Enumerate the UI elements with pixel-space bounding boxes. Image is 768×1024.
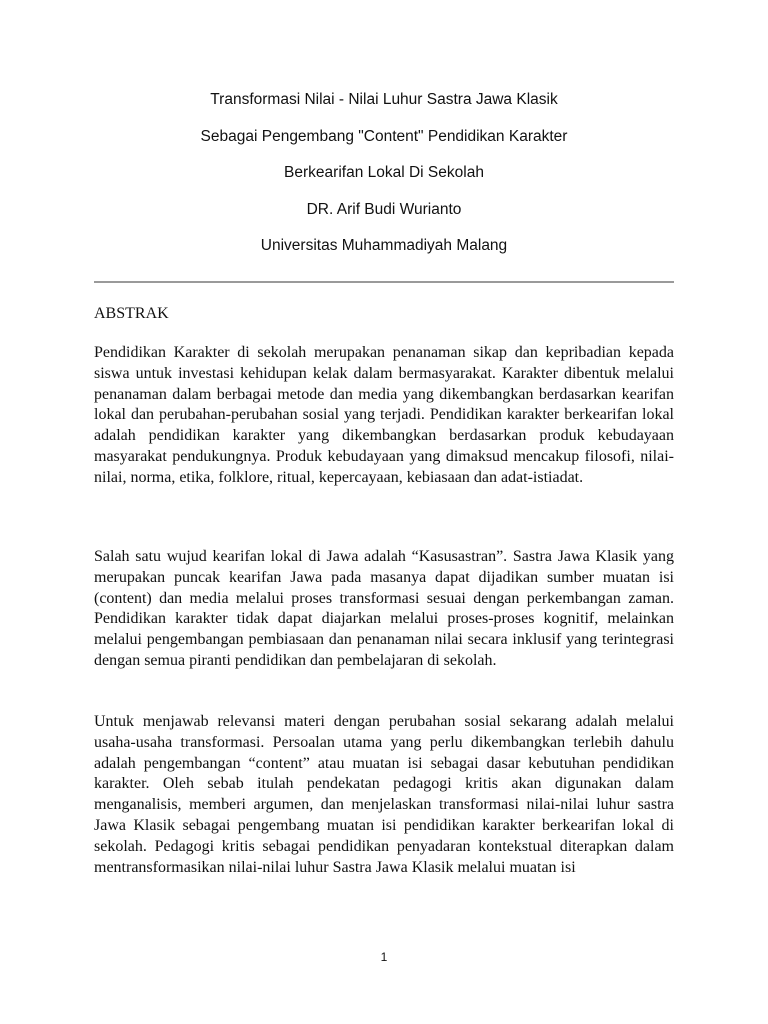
abstract-paragraph-1: Pendidikan Karakter di sekolah merupakan penanaman sikap dan kepribadian kepada siswa untuk investasi kehidupan kelak dalam bermasyarakat. Karakter dibentuk melalui penanaman dalam berbagai metode dan media yang dikembangkan berdasarkan kearifan lokal dan perubahan-perubahan sosial yang terjadi. Pendidikan karakter berkearifan lokal adalah pendidikan karakter yang dikembangkan berdasarkan produk kebudayaan masyarakat pendukungnya. Produk kebudayaan yang dimaksud mencakup filosofi, nilai-nilai, norma, etika, folklore, ritual, kepercayaan, kebiasaan dan adat-istiadat. xyxy=(94,344,674,486)
abstract-paragraph-3: Untuk menjawab relevansi materi dengan perubahan sosial sekarang adalah melalui usaha-usaha transformasi. Persoalan utama yang perlu dikembangkan terlebih dahulu adalah pengembangan “content” atau muatan isi sebagai dasar kebutuhan pendidikan karakter. Oleh sebab itulah pendekatan pedagogi kritis akan digunakan dalam menganalisis, memberi argumen, dan menjelaskan transformasi nilai-nilai luhur sastra Jawa Klasik sebagai pengembang muatan isi pendidikan karakter berkearifan lokal di sekolah. Pedagogi kritis sebagai pendidikan penyadaran kontekstual diterapkan dalam mentransformasikan nilai-nilai luhur Sastra Jawa Klasik melalui muatan isi xyxy=(94,713,674,876)
document-header xyxy=(94,82,674,265)
title-line-2: Sebagai Pengembang "Content" Pendidikan Karakter xyxy=(200,127,568,145)
horizontal-divider xyxy=(94,281,674,283)
abstract-heading: ABSTRAK xyxy=(94,305,169,322)
author-affiliation: Universitas Muhammadiyah Malang xyxy=(260,237,508,254)
title-line-1: Transformasi Nilai - Nilai Luhur Sastra Jawa Klasik xyxy=(210,91,558,108)
title-line-3: Berkearifan Lokal Di Sekolah xyxy=(284,164,484,181)
author-name: DR. Arif Budi Wurianto xyxy=(306,200,462,218)
page-number: 1 xyxy=(380,950,388,964)
abstract-paragraph-2: Salah satu wujud kearifan lokal di Jawa adalah “Kasusastran”. Sastra Jawa Klasik yang merupakan puncak kearifan Jawa pada masanya dapat dijadikan sumber muatan isi (content) dan media melalui proses transformasi sesuai dengan perkembangan zaman. Pendidikan karakter tidak dapat diajarkan melalui proses-proses kognitif, melainkan melalui pengembangan pembiasaan dan penanaman nilai secara inklusif yang terintegrasi dengan semua piranti pendidikan dan pembelajaran di sekolah. xyxy=(94,548,674,669)
